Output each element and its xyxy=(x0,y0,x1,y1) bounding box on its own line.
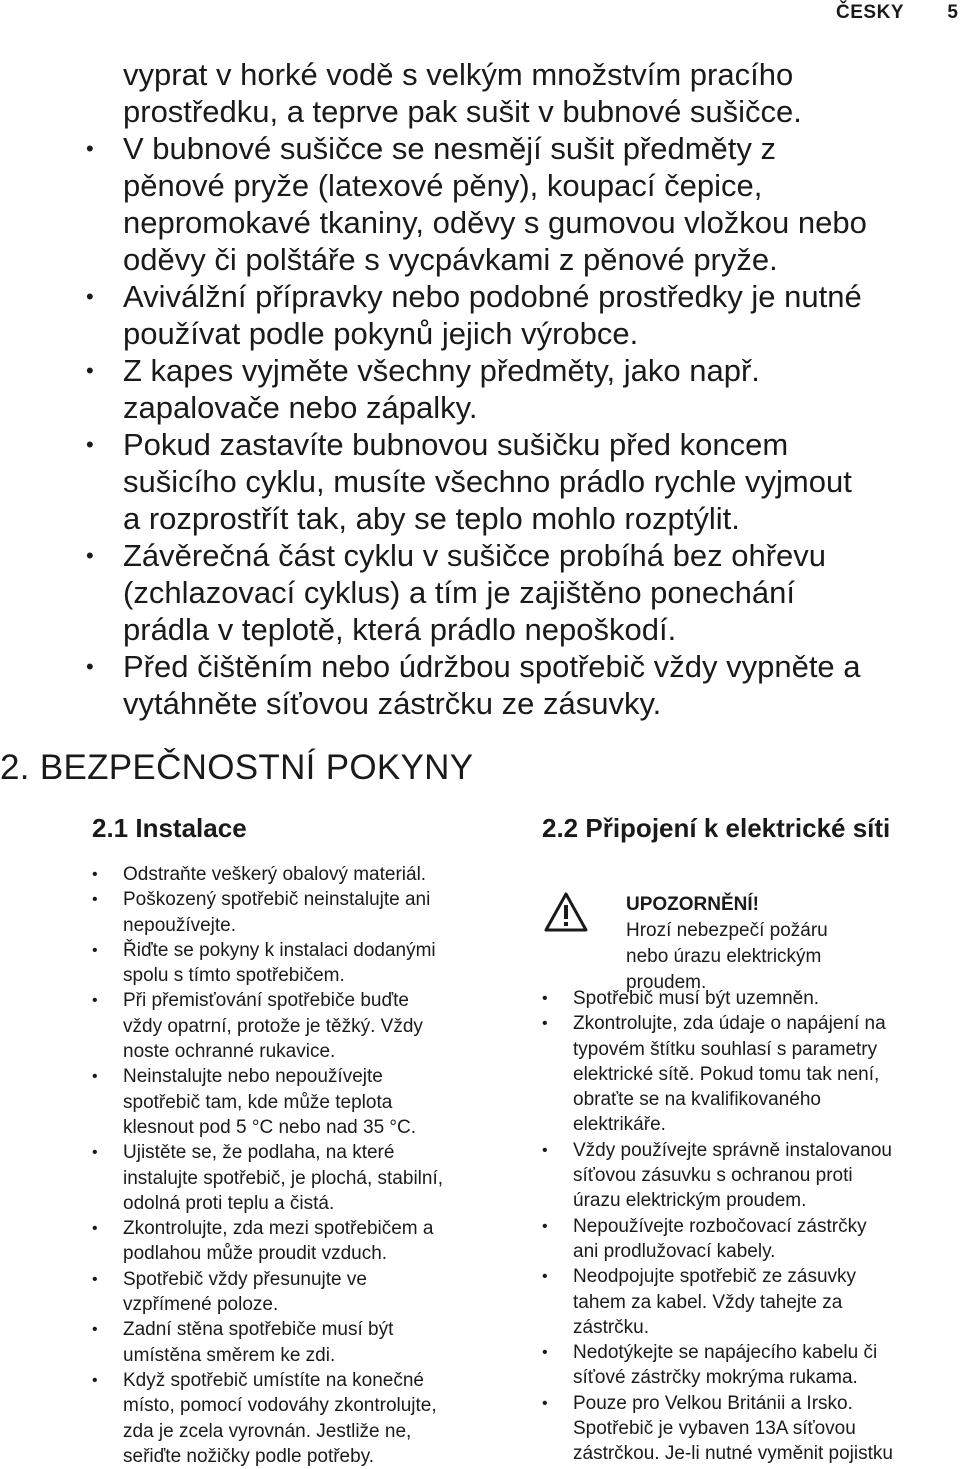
warning-text xyxy=(626,892,828,996)
bullet-icon: • xyxy=(542,1394,548,1412)
text-line: Zkontrolujte, zda údaje o napájení na xyxy=(573,1013,886,1035)
text-line: Aviválžní přípravky nebo podobné prostředky je nutné xyxy=(123,279,862,314)
bullet-icon: • xyxy=(86,654,94,679)
text-line: elektrikáře. xyxy=(573,1114,666,1136)
list-item xyxy=(92,938,522,989)
bullet-icon: • xyxy=(92,1270,98,1288)
installation-list xyxy=(92,862,522,1469)
text-line: Neodpojujte spotřebič ze zásuvky xyxy=(573,1266,857,1288)
text-line: zapalovače nebo zápalky. xyxy=(123,390,478,425)
text-line: nepoužívejte. xyxy=(123,914,237,936)
text-line: spolu s tímto spotřebičem. xyxy=(123,965,345,987)
text-line: Spotřebič je vybaven 13A síťovou xyxy=(573,1418,856,1440)
text-line: Odstraňte veškerý obalový materiál. xyxy=(123,864,427,885)
text-line: sušicího cyklu, musíte všechno prádlo rychle vyjmout xyxy=(123,464,852,499)
text-line: umístěna směrem ke zdi. xyxy=(123,1344,336,1366)
installation-column xyxy=(92,812,522,1469)
list-item xyxy=(92,1140,522,1216)
text-line: ani prodlužovací kabely. xyxy=(573,1240,776,1262)
text-line: pěnové pryže (latexové pěny), koupací čepice, xyxy=(123,168,763,203)
text-line: Když spotřebič umístíte na konečné xyxy=(123,1369,424,1391)
text-line: Závěrečná část cyklu v sušičce probíhá bez ohřevu xyxy=(123,538,827,573)
bullet-icon: • xyxy=(92,1144,98,1162)
text-line: elektrické sítě. Pokud tomu tak není, xyxy=(573,1063,880,1085)
continued-paragraph xyxy=(0,56,960,130)
list-item xyxy=(92,988,522,1064)
bullet-icon: • xyxy=(92,941,98,959)
bullet-icon: • xyxy=(542,1217,548,1235)
text-line: místo, pomocí vodováhy zkontrolujte, xyxy=(123,1395,437,1417)
section-title: 2. BEZPEČNOSTNÍ POKYNY xyxy=(0,748,474,787)
text-line: Nepoužívejte rozbočovací zástrčky xyxy=(573,1215,867,1237)
bullet-icon: • xyxy=(542,1015,548,1033)
bullet-icon: • xyxy=(86,543,94,568)
text-line: Poškozený spotřebič neinstalujte ani xyxy=(123,889,431,911)
text-line: Pouze pro Velkou Británii a Irsko. xyxy=(573,1392,853,1414)
text-line: úrazu elektrickým proudem. xyxy=(573,1190,807,1212)
text-line: proudem. xyxy=(626,972,707,993)
text-line: podlahou může proudit vzduch. xyxy=(123,1243,388,1265)
text-line: Spotřebič vždy přesunujte ve xyxy=(123,1268,367,1290)
list-item xyxy=(0,130,960,278)
electrical-title: 2.2 Připojení k elektrické síti xyxy=(542,813,891,843)
bullet-icon: • xyxy=(86,358,94,383)
installation-title: 2.1 Instalace xyxy=(92,813,247,843)
text-line: vyprat v horké vodě s velkým množstvím pracího xyxy=(123,57,794,92)
dryer-safety-list xyxy=(0,130,960,722)
text-line: Pokud zastavíte bubnovou sušičku před koncem xyxy=(123,427,789,462)
text-line: prádla v teplotě, která prádlo nepoškodí. xyxy=(123,612,677,647)
list-item xyxy=(92,1216,522,1267)
text-line: tahem za kabel. Vždy tahejte za xyxy=(573,1291,843,1313)
bullet-icon: • xyxy=(542,1268,548,1286)
list-item xyxy=(92,1317,522,1368)
list-item xyxy=(92,862,522,887)
text-line: instalujte spotřebič, je plochá, stabilní, xyxy=(123,1167,444,1189)
text-line: vytáhněte síťovou zástrčku ze zásuvky. xyxy=(123,686,662,721)
warning-box xyxy=(542,844,960,993)
list-item xyxy=(542,1214,960,1265)
list-item xyxy=(542,1138,960,1214)
warning-triangle-icon xyxy=(544,892,588,932)
text-line: Ujistěte se, že podlaha, na které xyxy=(123,1142,395,1164)
bullet-icon: • xyxy=(86,284,94,309)
bullet-icon: • xyxy=(92,992,98,1010)
bullet-icon: • xyxy=(92,1321,98,1339)
bullet-icon: • xyxy=(86,136,94,161)
text-line: prostředku, a teprve pak sušit v bubnové sušičce. xyxy=(123,94,802,129)
list-item xyxy=(0,352,960,426)
text-line: Zkontrolujte, zda mezi spotřebičem a xyxy=(123,1218,434,1240)
list-item xyxy=(92,1368,522,1469)
text-line: nepromokavé tkaniny, oděvy s gumovou vložkou nebo xyxy=(123,205,867,240)
list-item xyxy=(92,1064,522,1140)
bullet-icon: • xyxy=(92,866,98,883)
text-line: používat podle pokynů jejich výrobce. xyxy=(123,316,639,351)
text-line: V bubnové sušičce se nesmějí sušit předměty z xyxy=(123,131,777,166)
text-line: zástrčku. xyxy=(573,1316,650,1338)
text-line: vzpřímené poloze. xyxy=(123,1294,279,1316)
list-item xyxy=(92,1267,522,1318)
electrical-column xyxy=(542,812,960,1467)
text-line: Zadní stěna spotřebiče musí být xyxy=(123,1319,394,1341)
text-line: (zchlazovací cyklus) a tím je zajištěno ponechání xyxy=(123,575,795,610)
text-line: obraťte se na kvalifikovaného xyxy=(573,1089,821,1111)
list-item xyxy=(542,986,960,1011)
text-line: zástrčkou. Je-li nutné vyměnit pojistku xyxy=(573,1443,893,1465)
text-line: Vždy používejte správně instalovanou xyxy=(573,1139,892,1161)
text-line: oděvy či polštáře s vycpávkami z pěnové pryže. xyxy=(123,242,778,277)
list-item xyxy=(542,1011,960,1137)
text-line: Spotřebič musí být uzemněn. xyxy=(573,988,820,1009)
language-label: ČESKY xyxy=(836,2,904,23)
text-line: Nedotýkejte se napájecího kabelu či xyxy=(573,1342,878,1364)
text-line: Neinstalujte nebo nepoužívejte xyxy=(123,1066,383,1088)
text-line: klesnout pod 5 °C nebo nad 35 °C. xyxy=(123,1116,417,1138)
text-line: Před čištěním nebo údržbou spotřebič vždy vypněte a xyxy=(123,649,861,684)
text-line: Řiďte se pokyny k instalaci dodanými xyxy=(123,939,436,961)
list-item xyxy=(542,1340,960,1391)
bullet-icon: • xyxy=(542,990,548,1007)
text-line: seřiďte nožičky podle potřeby. xyxy=(123,1445,375,1467)
bullet-icon: • xyxy=(92,1220,98,1238)
bullet-icon: • xyxy=(92,891,98,909)
text-line: Z kapes vyjměte všechny předměty, jako např. xyxy=(123,353,760,388)
list-item xyxy=(542,1391,960,1467)
list-item xyxy=(92,887,522,938)
list-item xyxy=(0,537,960,648)
text-line: síťové zástrčky mokrýma rukama. xyxy=(573,1367,858,1389)
text-line: odolná proti teplu a čistá. xyxy=(123,1192,335,1214)
bullet-icon: • xyxy=(542,1344,548,1362)
bullet-icon: • xyxy=(86,432,94,457)
text-line: typovém štítku souhlasí s parametry xyxy=(573,1038,878,1060)
text-line: nebo úrazu elektrickým xyxy=(626,946,822,967)
text-line: síťovou zásuvku s ochranou proti xyxy=(573,1165,853,1187)
page-header xyxy=(0,2,960,28)
dryer-safety-text xyxy=(0,56,960,722)
list-item xyxy=(542,1264,960,1340)
text-line: noste ochranné rukavice. xyxy=(123,1041,336,1063)
text-line: a rozprostřít tak, aby se teplo mohlo rozptýlit. xyxy=(123,501,740,536)
text-line: zda je zcela vyrovnán. Jestliže ne, xyxy=(123,1420,412,1442)
page-number: 5 xyxy=(947,2,958,23)
text-line: Hrozí nebezpečí požáru xyxy=(626,920,828,941)
warning-heading: UPOZORNĚNÍ! xyxy=(626,894,759,915)
bullet-icon: • xyxy=(92,1371,98,1389)
list-item xyxy=(0,426,960,537)
list-item xyxy=(0,648,960,722)
bullet-icon: • xyxy=(542,1141,548,1159)
text-line: Při přemisťování spotřebiče buďte xyxy=(123,990,409,1012)
text-line: spotřebič tam, kde může teplota xyxy=(123,1091,393,1113)
bullet-icon: • xyxy=(92,1068,98,1086)
list-item xyxy=(0,278,960,352)
text-line: vždy opatrní, protože je těžký. Vždy xyxy=(123,1015,423,1037)
electrical-list xyxy=(542,986,960,1467)
